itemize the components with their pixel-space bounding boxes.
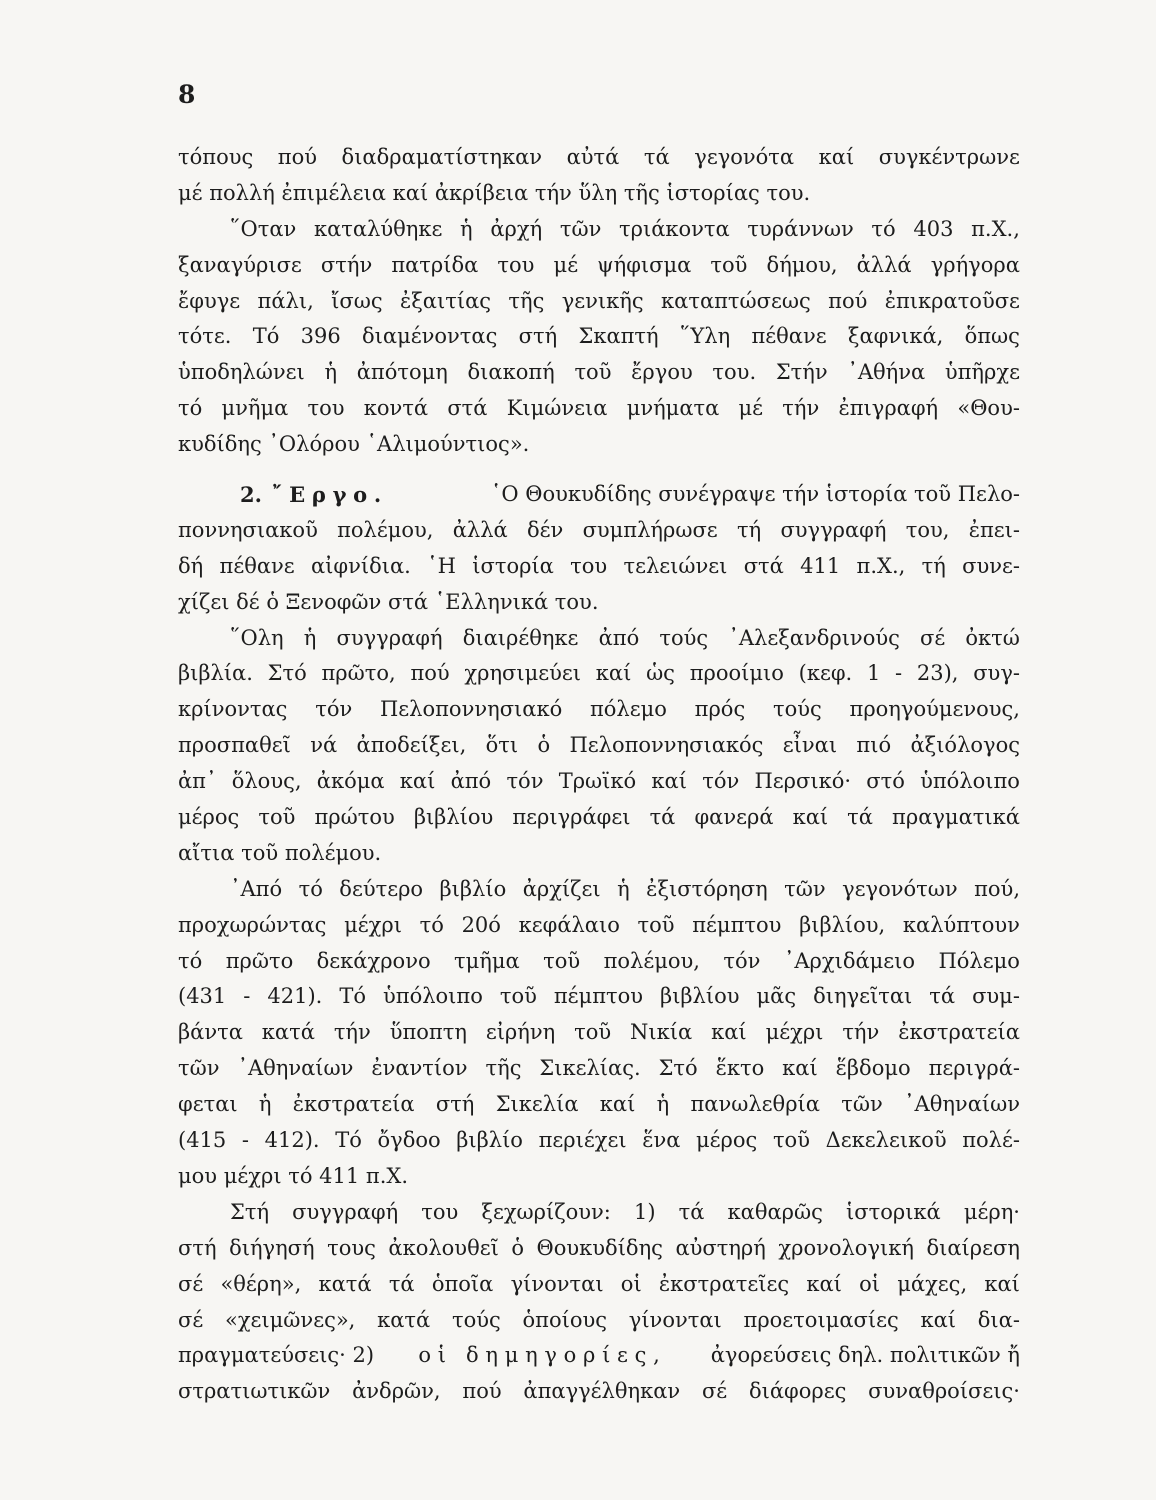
section-heading-line bbox=[178, 477, 1020, 513]
text-line: ποννησιακοῦ πολέμου, ἀλλά δέν συμπλήρωσε τή συγγραφή του, ἐπει- bbox=[178, 517, 1020, 542]
text-line: (415 - 412). Τό ὄγδοο βιβλίο περιέχει ἕνα μέρος τοῦ Δεκελεικοῦ πολέ- bbox=[178, 1128, 1020, 1153]
text-line: κυδίδης ᾿Ολόρου ῾Αλιμούντιος». bbox=[178, 432, 530, 457]
text-line: σέ «χειμῶνες», κατά τούς ὁποίους γίνονται προετοιμασίες καί δια- bbox=[178, 1307, 1020, 1332]
text-line: τόπους πού διαδραματίστηκαν αὐτά τά γεγονότα καί συγκέντρωνε bbox=[178, 145, 1020, 169]
text-line: φεται ἡ ἐκστρατεία στή Σικελία καί ἡ πανωλεθρία τῶν ᾿Αθηναίων bbox=[178, 1092, 1020, 1117]
section-number: 2. bbox=[240, 482, 262, 508]
text-line: ῞Ολη ἡ συγγραφή διαιρέθηκε ἀπό τούς ᾿Αλεξανδρινούς σέ ὀκτώ bbox=[230, 625, 1020, 650]
term-demegories: οἱ δημηγορίες, bbox=[418, 1343, 667, 1368]
body-text bbox=[178, 140, 1020, 1410]
text-line: στή διήγησή τους ἀκολουθεῖ ὁ Θουκυδίδης αὐστηρή χρονολογική διαίρεση bbox=[178, 1235, 1020, 1260]
text-line: προσπαθεῖ νά ἀποδείξει, ὅτι ὁ Πελοποννησιακός εἶναι πιό ἀξιόλογος bbox=[178, 733, 1020, 758]
text-line: μέ πολλή ἐπιμέλεια καί ἀκρίβεια τήν ὕλη τῆς ἱστορίας του. bbox=[178, 180, 811, 205]
text-line: ῞Οταν καταλύθηκε ἡ ἀρχή τῶν τριάκοντα τυράννων τό 403 π.Χ., bbox=[230, 216, 1020, 241]
text-line: ἀπ᾿ ὅλους, ἀκόμα καί ἀπό τόν Τρωϊκό καί τόν Περσικό· στό ὑπόλοιπο bbox=[178, 769, 1020, 794]
text-line: προχωρώντας μέχρι τό 20ό κεφάλαιο τοῦ πέμπτου βιβλίου, καλύπτουν bbox=[178, 912, 1020, 937]
tail-after: ἀγορεύσεις δηλ. πολιτικῶν ἤ bbox=[710, 1343, 1020, 1368]
section-first-line: ῾Ο Θουκυδίδης συνέγραψε τήν ἱστορία τοῦ Πελο- bbox=[490, 482, 1020, 507]
text-line: σέ «θέρη», κατά τά ὁποῖα γίνονται οἱ ἐκστρατεῖες καί οἱ μάχες, καί bbox=[178, 1271, 1020, 1296]
text-line: κρίνοντας τόν Πελοποννησιακό πόλεμο πρός τούς προηγούμενους, bbox=[178, 697, 1020, 722]
text-line: αἴτια τοῦ πολέμου. bbox=[178, 840, 382, 865]
text-line: ξαναγύρισε στήν πατρίδα του μέ ψήφισμα τοῦ δήμου, ἀλλά γρήγορα bbox=[178, 252, 1020, 277]
text-line: ᾿Από τό δεύτερο βιβλίο ἀρχίζει ἡ ἐξιστόρηση τῶν γεγονότων πού, bbox=[230, 876, 1020, 901]
text-line: μου μέχρι τό 411 π.Χ. bbox=[178, 1163, 409, 1188]
text-line: (431 - 421). Τό ὑπόλοιπο τοῦ πέμπτου βιβλίου μᾶς διηγεῖται τά συμ- bbox=[178, 984, 1020, 1009]
text-line: ὑποδηλώνει ἡ ἀπότομη διακοπή τοῦ ἔργου του. Στήν ᾿Αθήνα ὑπῆρχε bbox=[178, 360, 1020, 385]
text-line-with-term bbox=[178, 1338, 1020, 1374]
text-line: βάντα κατά τήν ὕποπτη εἰρήνη τοῦ Νικία καί μέχρι τήν ἐκστρατεία bbox=[178, 1020, 1020, 1045]
text-line: ἔφυγε πάλι, ἴσως ἐξαιτίας τῆς γενικῆς καταπτώσεως πού ἐπικρατοῦσε bbox=[178, 288, 1020, 313]
text-line: Στή συγγραφή του ξεχωρίζουν: 1) τά καθαρῶς ἱστορικά μέρη· bbox=[230, 1199, 1020, 1224]
text-line: μέρος τοῦ πρώτου βιβλίου περιγράφει τά φανερά καί τά πραγματικά bbox=[178, 805, 1020, 830]
section-gap bbox=[178, 463, 1020, 477]
text-line: βιβλία. Στό πρῶτο, πού χρησιμεύει καί ὡς προοίμιο (κεφ. 1 - 23), συγ- bbox=[178, 661, 1020, 686]
text-line: τό πρῶτο δεκάχρονο τμῆμα τοῦ πολέμου, τόν ᾿Αρχιδάμειο Πόλεμο bbox=[178, 948, 1020, 973]
text-line: δή πέθανε αἰφνίδια. ῾Η ἱστορία του τελειώνει στά 411 π.Χ., τή συνε- bbox=[178, 553, 1020, 578]
text-line: τό μνῆμα του κοντά στά Κιμώνεια μνήματα μέ τήν ἐπιγραφή «Θου- bbox=[178, 396, 1020, 421]
text-line: τῶν ᾿Αθηναίων ἐναντίον τῆς Σικελίας. Στό ἕκτο καί ἕβδομο περιγρά- bbox=[178, 1056, 1020, 1081]
text-line: στρατιωτικῶν ἀνδρῶν, πού ἀπαγγέλθηκαν σέ διάφορες συναθροίσεις· bbox=[178, 1379, 1020, 1404]
tail-before: πραγματεύσεις· 2) bbox=[178, 1343, 375, 1368]
page-number: 8 bbox=[178, 80, 196, 109]
text-line: χίζει δέ ὁ Ξενοφῶν στά ῾Ελληνικά του. bbox=[178, 589, 599, 614]
text-line: τότε. Τό 396 διαμένοντας στή Σκαπτή ῞Υλη πέθανε ξαφνικά, ὅπως bbox=[178, 324, 1020, 349]
section-title: ῎Εργο. bbox=[271, 482, 388, 508]
